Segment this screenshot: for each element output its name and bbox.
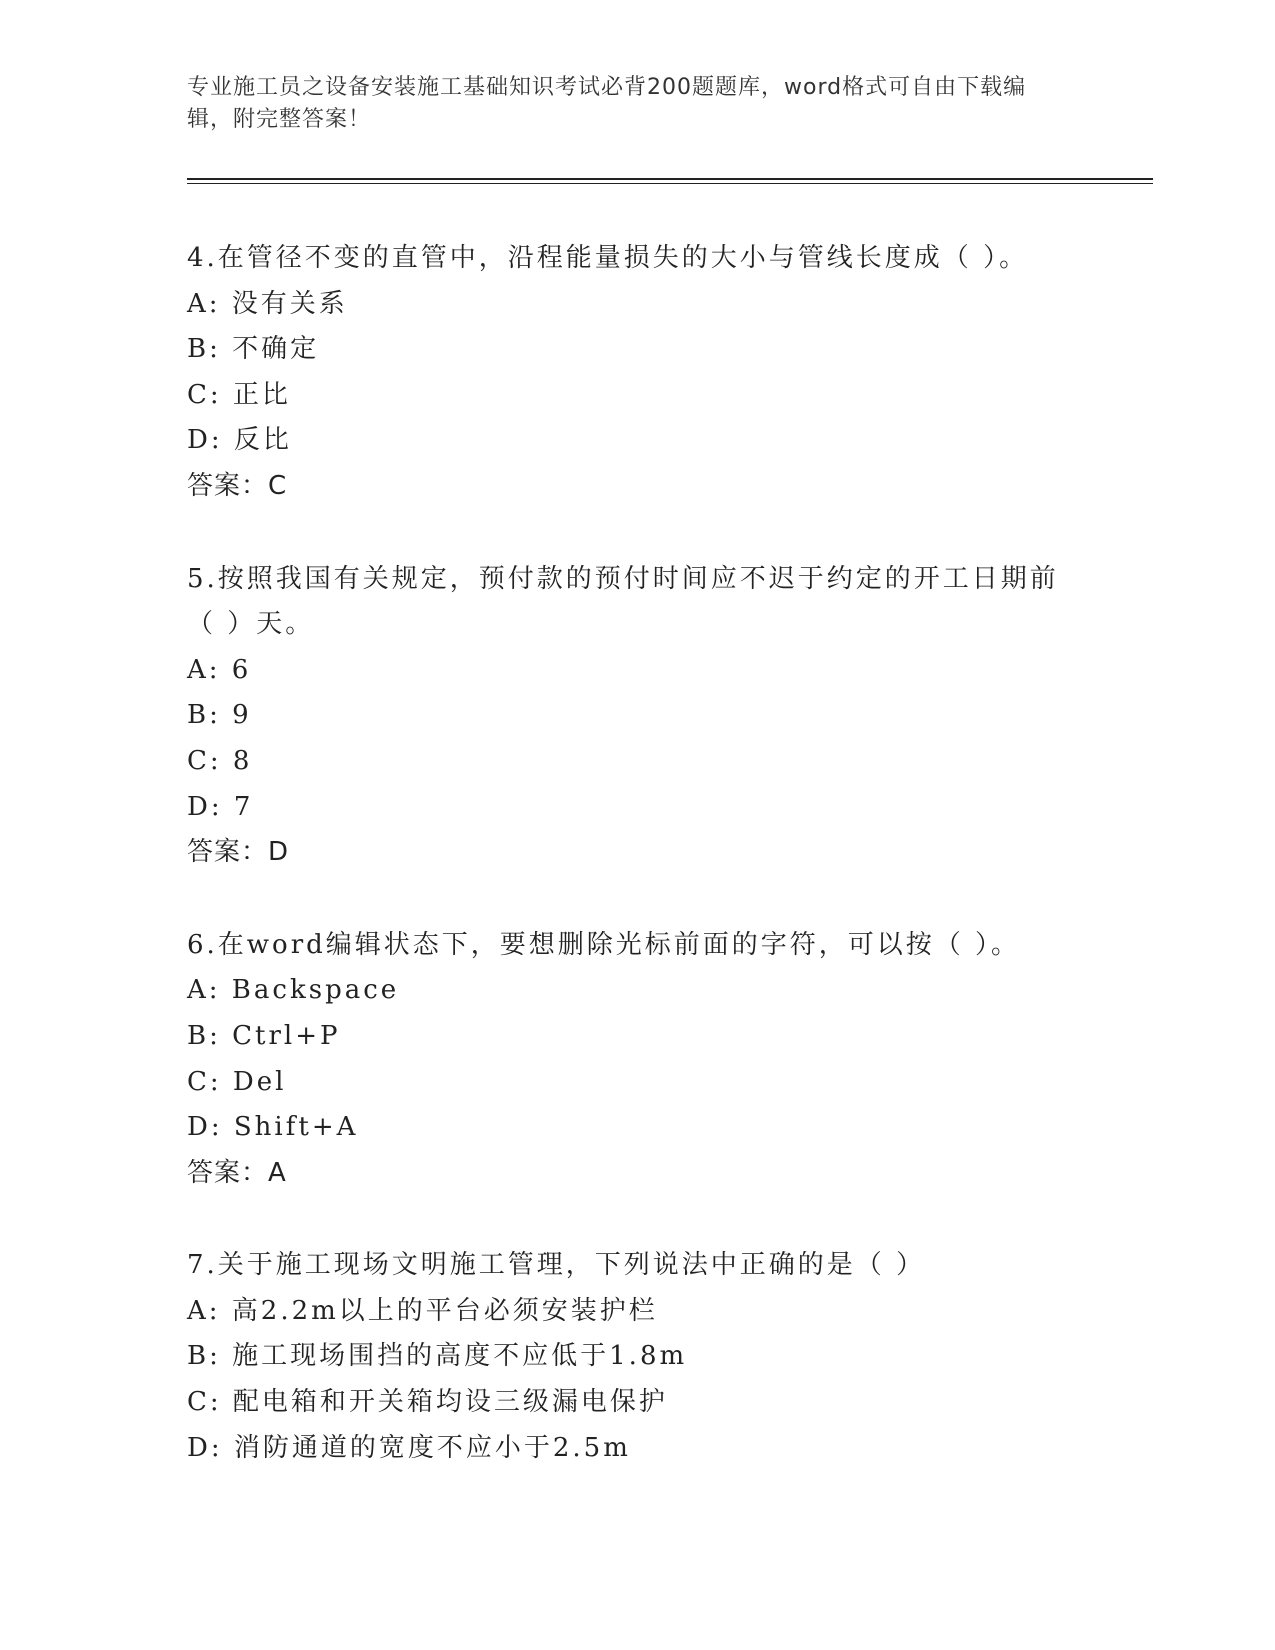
option-c: C: 正比 (187, 379, 291, 410)
question-7 (187, 1243, 1067, 1471)
header-divider-thin (187, 183, 1153, 184)
option-b: B: 不确定 (187, 334, 320, 365)
document-header: 专业施工员之设备安装施工基础知识考试必背200题题库，word格式可自由下载编辑，附完整答案！ (187, 75, 1027, 132)
question-stem: 7.关于施工现场文明施工管理，下列说法中正确的是（ ） (187, 1250, 926, 1281)
question-5 (187, 557, 1067, 876)
option-b: B: 9 (187, 700, 252, 731)
option-a: A: 6 (187, 654, 252, 685)
answer-line: 答案：C (187, 470, 288, 501)
answer-line: 答案：A (187, 1157, 287, 1188)
header-divider (187, 178, 1153, 180)
option-d: D: Shift+A (187, 1112, 359, 1143)
question-stem: 4.在管径不变的直管中，沿程能量损失的大小与管线长度成（ ）。 (187, 243, 1029, 273)
question-stem: 6.在word编辑状态下，要想删除光标前面的字符，可以按（ ）。 (187, 929, 1021, 960)
option-a: A: Backspace (187, 975, 400, 1006)
question-stem: 5.按照我国有关规定，预付款的预付时间应不迟于约定的开工日期前（ ）天。 (187, 563, 1059, 640)
option-a: A: 高2.2m以上的平台必须安装护栏 (187, 1295, 658, 1326)
option-c: C: Del (187, 1066, 287, 1097)
option-c: C: 配电箱和开关箱均设三级漏电保护 (187, 1387, 668, 1418)
answer-line: 答案：D (187, 837, 290, 868)
question-list (187, 236, 1067, 1518)
option-d: D: 消防通道的宽度不应小于2.5m (187, 1432, 631, 1463)
option-b: B: Ctrl+P (187, 1020, 341, 1051)
option-b: B: 施工现场围挡的高度不应低于1.8m (187, 1341, 688, 1372)
option-a: A: 没有关系 (187, 288, 348, 319)
question-4 (187, 236, 1067, 510)
option-d: D: 7 (187, 791, 254, 822)
question-6 (187, 923, 1067, 1197)
option-d: D: 反比 (187, 425, 292, 456)
option-c: C: 8 (187, 745, 253, 776)
